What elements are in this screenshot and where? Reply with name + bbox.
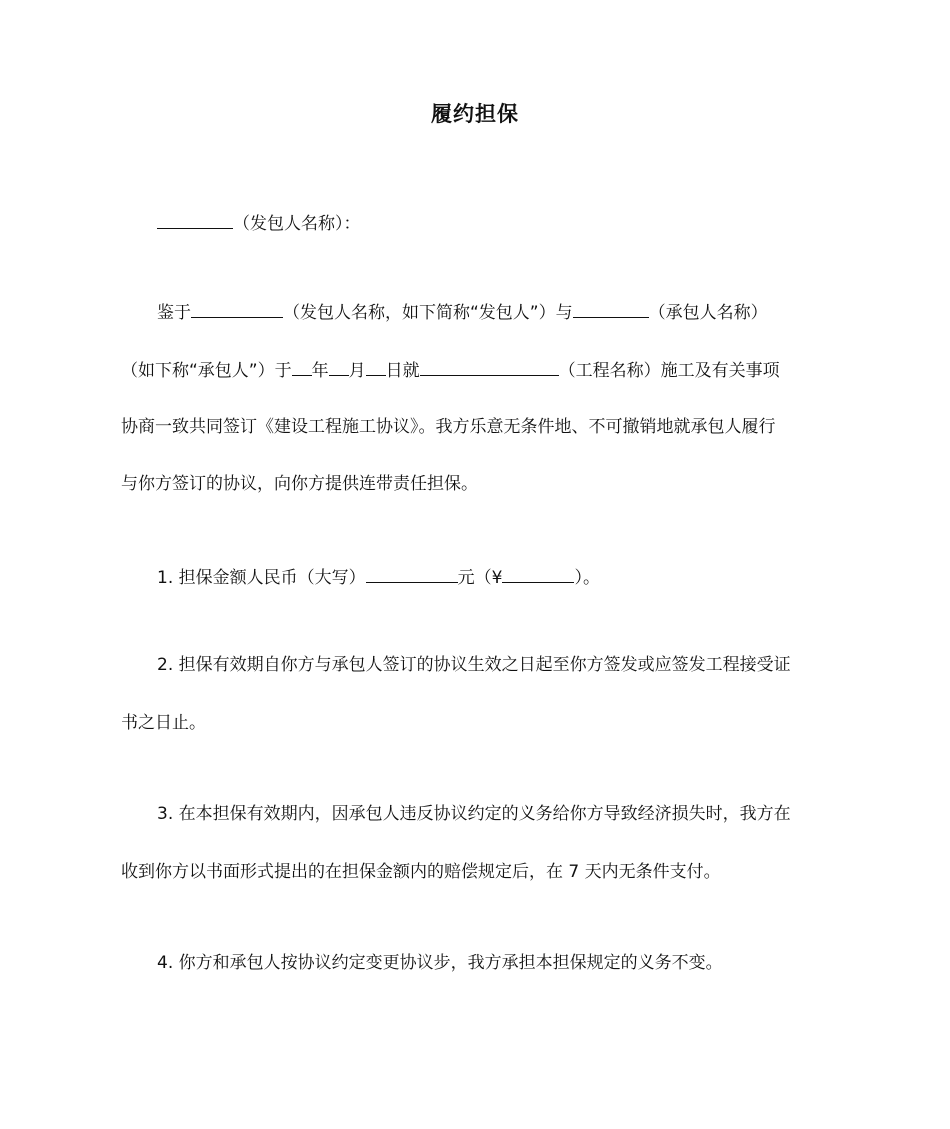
amount-number-blank[interactable]	[502, 564, 574, 583]
intro-text: （发包人名称，如下简称“发包人”）与	[283, 303, 573, 323]
intro-text: 月	[348, 361, 366, 381]
year-blank[interactable]	[292, 357, 312, 376]
clause-text: ）。	[574, 568, 600, 588]
intro-text: 日就	[385, 361, 420, 381]
clause-text: 1. 担保金额人民币（大写）	[157, 568, 366, 588]
intro-line-3: 协商一致共同签订《建设工程施工协议》。我方乐意无条件地、不可撤销地就承包人履行	[121, 417, 776, 437]
clause-3-line-1: 3. 在本担保有效期内，因承包人违反协议约定的义务给你方导致经济损失时，我方在	[157, 804, 791, 824]
salutation-line	[157, 210, 361, 236]
intro-text: （承包人名称）	[648, 303, 768, 323]
employer-name-blank-2[interactable]	[191, 299, 283, 318]
salutation-suffix: （发包人名称）：	[233, 214, 361, 234]
project-name-blank[interactable]	[420, 357, 559, 376]
intro-line-2	[121, 357, 780, 383]
clause-2-line-2: 书之日止。	[121, 713, 206, 733]
document-title: 履约担保	[431, 102, 519, 126]
intro-line-1	[157, 299, 768, 325]
intro-line-4: 与你方签订的协议，向你方提供连带责任担保。	[121, 474, 478, 494]
intro-text: （工程名称）施工及有关事项	[558, 361, 780, 381]
amount-uppercase-blank[interactable]	[366, 564, 458, 583]
employer-name-blank[interactable]	[157, 210, 233, 229]
intro-text: （如下称“承包人”）于	[121, 361, 292, 381]
clause-3-line-2: 收到你方以书面形式提出的在担保金额内的赔偿规定后，在 7 天内无条件支付。	[121, 862, 721, 882]
intro-text: 鉴于	[157, 303, 191, 323]
clause-1	[157, 564, 600, 590]
clause-2-line-1: 2. 担保有效期自你方与承包人签订的协议生效之日起至你方签发或应签发工程接受证	[157, 655, 791, 675]
contractor-name-blank[interactable]	[573, 299, 649, 318]
clause-4-line-1: 4. 你方和承包人按协议约定变更协议步，我方承担本担保规定的义务不变。	[157, 953, 723, 973]
day-blank[interactable]	[366, 357, 386, 376]
clause-text: 元（¥	[457, 568, 503, 588]
intro-text: 年	[311, 361, 329, 381]
month-blank[interactable]	[329, 357, 349, 376]
